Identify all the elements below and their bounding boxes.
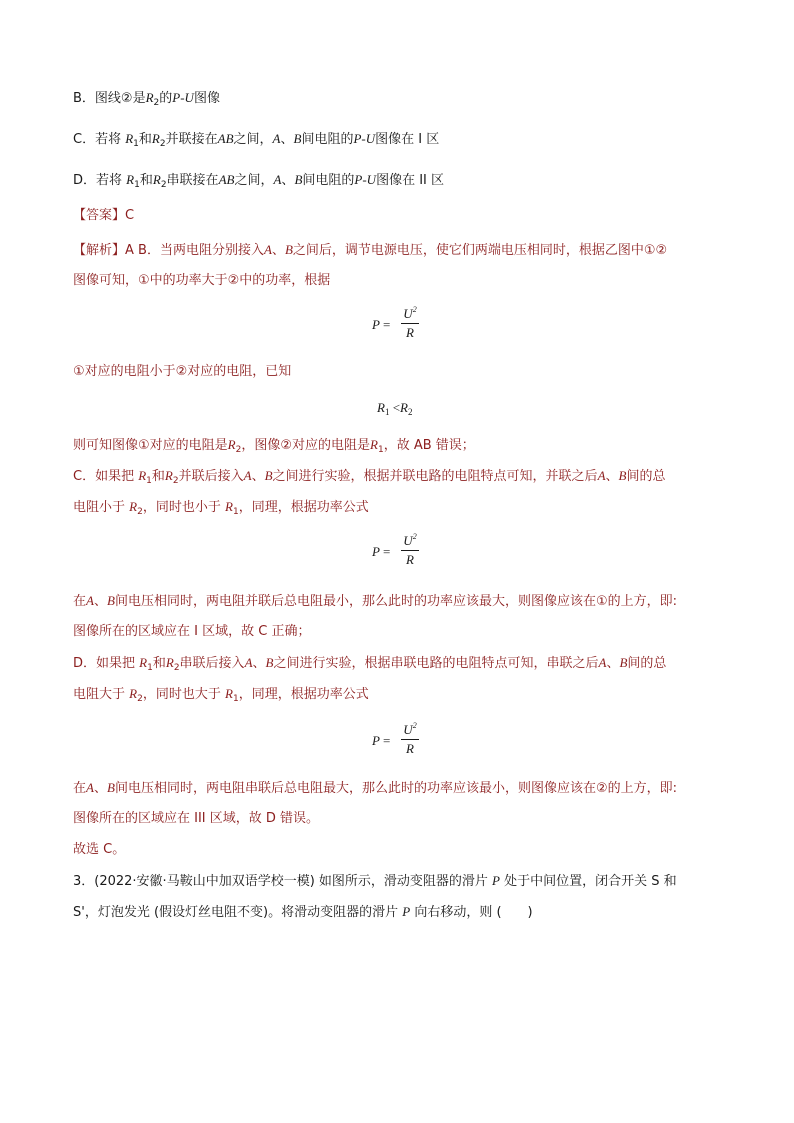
var-r: R	[164, 468, 173, 483]
var-a: A	[272, 131, 281, 146]
analysis-line-1	[73, 241, 667, 260]
subscript: 1	[147, 663, 153, 673]
var-pu: P-U	[172, 90, 194, 105]
subscript: 1	[146, 476, 152, 486]
var-r: R	[377, 400, 385, 415]
analysis-line-2	[73, 272, 330, 290]
text: 和	[151, 469, 165, 484]
option-b	[73, 89, 220, 112]
var-r: R	[227, 437, 236, 452]
var-a: A	[273, 172, 282, 187]
text: 间的总	[626, 469, 666, 484]
var-b: B	[619, 655, 628, 670]
text: 、	[280, 132, 294, 147]
var-r: R	[138, 468, 147, 483]
superscript: 2	[412, 532, 417, 541]
equals: =	[382, 544, 391, 559]
var-p: P	[492, 873, 500, 888]
text: 图像在 I 区	[375, 132, 440, 147]
conclusion	[73, 841, 125, 859]
text: ，同理，根据功率公式	[238, 500, 369, 515]
text: ，图像②对应的电阻是	[241, 438, 370, 453]
text: 图像所在的区域应在 I 区域，故 C 正确；	[73, 624, 311, 639]
var-r: R	[145, 90, 154, 105]
var-a: A	[598, 655, 607, 670]
var-r: R	[400, 400, 408, 415]
var-r: R	[225, 686, 233, 701]
analysis-d-line-4	[73, 810, 319, 828]
text: 、	[605, 469, 619, 484]
equals: =	[382, 733, 391, 748]
var-a: A	[86, 593, 94, 608]
var-b: B	[106, 593, 115, 608]
var-r: R	[406, 741, 414, 756]
text: 间电压相同时，两电阻并联后总电阻最小，那么此时的功率应该最大，则图像应该在①的上方，即:	[114, 594, 677, 609]
text: ，同时也小于	[142, 500, 221, 515]
text: 、	[606, 656, 620, 671]
subscript: 2	[160, 180, 167, 190]
text: 向右移动，则 ( )	[414, 905, 533, 920]
inequality	[377, 400, 413, 417]
text: ，同时也大于	[142, 687, 221, 702]
text: S'，灯泡发光 (假设灯丝电阻不变)。将滑动变阻器的滑片	[73, 905, 399, 920]
var-r: R	[139, 655, 148, 670]
text: C．若将	[73, 132, 122, 147]
var-a: A	[597, 468, 606, 483]
analysis-c-line-3	[73, 592, 677, 611]
analysis-d-line-1	[73, 654, 666, 677]
var-r: R	[126, 172, 135, 187]
subscript: 1	[232, 694, 239, 704]
less-than: <	[392, 400, 401, 415]
text: 图像	[193, 91, 220, 106]
text: 则可知图像①对应的电阻是	[73, 438, 228, 453]
analysis-c-line-2	[73, 498, 369, 521]
subscript: 2	[172, 476, 179, 486]
text: 、	[281, 173, 295, 188]
subscript: 2	[173, 663, 180, 673]
subscript: 1	[133, 139, 139, 149]
var-b: B	[106, 780, 115, 795]
var-r: R	[406, 325, 414, 340]
text: 和	[152, 656, 166, 671]
fraction-2	[401, 532, 419, 568]
text: 和	[139, 173, 153, 188]
var-r: R	[152, 172, 161, 187]
var-a: A	[243, 468, 252, 483]
var-r: R	[165, 655, 174, 670]
subscript: 2	[235, 445, 242, 455]
var-r: R	[225, 499, 233, 514]
text: C．如果把	[73, 469, 135, 484]
text: 之间，	[233, 132, 273, 147]
text: 之间进行实验，根据串联电路的电阻特点可知，串联之后	[273, 656, 599, 671]
analysis-line-4	[73, 436, 475, 459]
text: 、	[93, 781, 107, 796]
subscript: 1	[232, 507, 239, 517]
option-b-text: B．图线②是	[73, 91, 146, 106]
equals: =	[382, 317, 391, 332]
var-r: R	[370, 437, 378, 452]
text: 、	[93, 594, 107, 609]
text: ，故 AB 错误；	[383, 438, 475, 453]
var-b: B	[264, 468, 273, 483]
text: 处于中间位置，闭合开关 S 和	[504, 874, 677, 889]
text: D．若将	[73, 173, 123, 188]
var-b: B	[293, 131, 302, 146]
subscript: 2	[159, 139, 166, 149]
analysis-d-line-3	[73, 779, 677, 798]
text: 之间后，调节电源电压，使它们两端电压相同时，根据乙图中①②	[292, 243, 668, 258]
text: 串联接在	[166, 173, 219, 188]
text: 和	[138, 132, 152, 147]
fraction-3	[401, 721, 419, 757]
var-b: B	[294, 172, 303, 187]
subscript: 2	[153, 98, 160, 108]
power-formula-2	[372, 544, 390, 560]
text: 间的总	[627, 656, 667, 671]
text: ，同理，根据功率公式	[238, 687, 369, 702]
var-ab: AB	[218, 172, 235, 187]
text: D．如果把	[73, 656, 136, 671]
subscript: 2	[137, 694, 143, 704]
option-c	[73, 130, 439, 153]
text: 间电阻的	[301, 132, 354, 147]
var-u: U	[403, 306, 413, 321]
var-a: A	[244, 655, 253, 670]
power-formula-1	[372, 317, 390, 333]
var-r: R	[129, 499, 138, 514]
text: 串联后接入	[179, 656, 245, 671]
superscript: 2	[412, 721, 417, 730]
var-r: R	[151, 131, 160, 146]
question-3-line-2	[73, 903, 533, 922]
text: 间电压相同时，两电阻串联后总电阻最大，那么此时的功率应该最小，则图像应该在②的上方，即:	[114, 781, 677, 796]
analysis-tag: 【解析】	[73, 243, 126, 258]
answer-line	[73, 207, 134, 225]
text: 之间进行实验，根据并联电路的电阻特点可知，并联之后	[272, 469, 598, 484]
subscript: 1	[134, 180, 140, 190]
subscript: 2	[408, 407, 413, 417]
text: 并联后接入	[178, 469, 244, 484]
analysis-c-line-1	[73, 467, 666, 490]
var-pu: P-U	[354, 172, 377, 187]
text: 的	[159, 91, 173, 106]
text: 、	[251, 469, 265, 484]
var-p: P	[372, 544, 380, 559]
var-p: P	[372, 733, 380, 748]
text: ①对应的电阻小于②对应的电阻，已知	[73, 364, 292, 379]
text: 之间，	[234, 173, 274, 188]
var-r: R	[129, 686, 138, 701]
var-r: R	[406, 552, 414, 567]
var-b: B	[284, 242, 293, 257]
fraction-bar	[401, 550, 419, 551]
analysis-d-line-2	[73, 685, 369, 708]
question-3-line-1	[73, 872, 677, 891]
var-p: P	[402, 904, 411, 919]
option-d	[73, 171, 444, 194]
analysis-c-line-4	[73, 623, 310, 641]
var-b: B	[618, 468, 627, 483]
text: 图像在 II 区	[376, 173, 445, 188]
subscript: 1	[384, 407, 390, 417]
fraction-1	[401, 305, 419, 341]
var-a: A	[263, 242, 272, 257]
answer-value: C	[125, 208, 135, 223]
power-formula-3	[372, 733, 390, 749]
text: 在	[73, 781, 87, 796]
var-u: U	[403, 533, 413, 548]
text: 图像可知，①中的功率大于②中的功率，根据	[73, 273, 331, 288]
text: 并联接在	[165, 132, 218, 147]
var-b: B	[265, 655, 274, 670]
var-a: A	[86, 780, 94, 795]
text: 图像所在的区域应在 III 区域，故 D 错误。	[73, 811, 320, 826]
var-pu: P-U	[353, 131, 376, 146]
text: 3．(2022·安徽·马鞍山中加双语学校一模) 如图所示，滑动变阻器的滑片	[73, 874, 488, 889]
text: 在	[73, 594, 87, 609]
fraction-bar	[401, 323, 419, 324]
subscript: 2	[137, 507, 143, 517]
text: A B．当两电阻分别接入	[125, 243, 264, 258]
fraction-bar	[401, 739, 419, 740]
text: 电阻小于	[73, 500, 126, 515]
text: 、	[271, 243, 285, 258]
text: 、	[252, 656, 266, 671]
var-ab: AB	[217, 131, 234, 146]
var-u: U	[403, 722, 413, 737]
superscript: 2	[412, 305, 417, 314]
var-r: R	[125, 131, 134, 146]
text: 故选 C。	[73, 842, 126, 857]
answer-tag: 【答案】	[73, 208, 126, 223]
analysis-line-3	[73, 363, 291, 381]
text: 间电阻的	[302, 173, 355, 188]
var-p: P	[372, 317, 380, 332]
text: 电阻大于	[73, 687, 126, 702]
subscript: 1	[377, 445, 384, 455]
